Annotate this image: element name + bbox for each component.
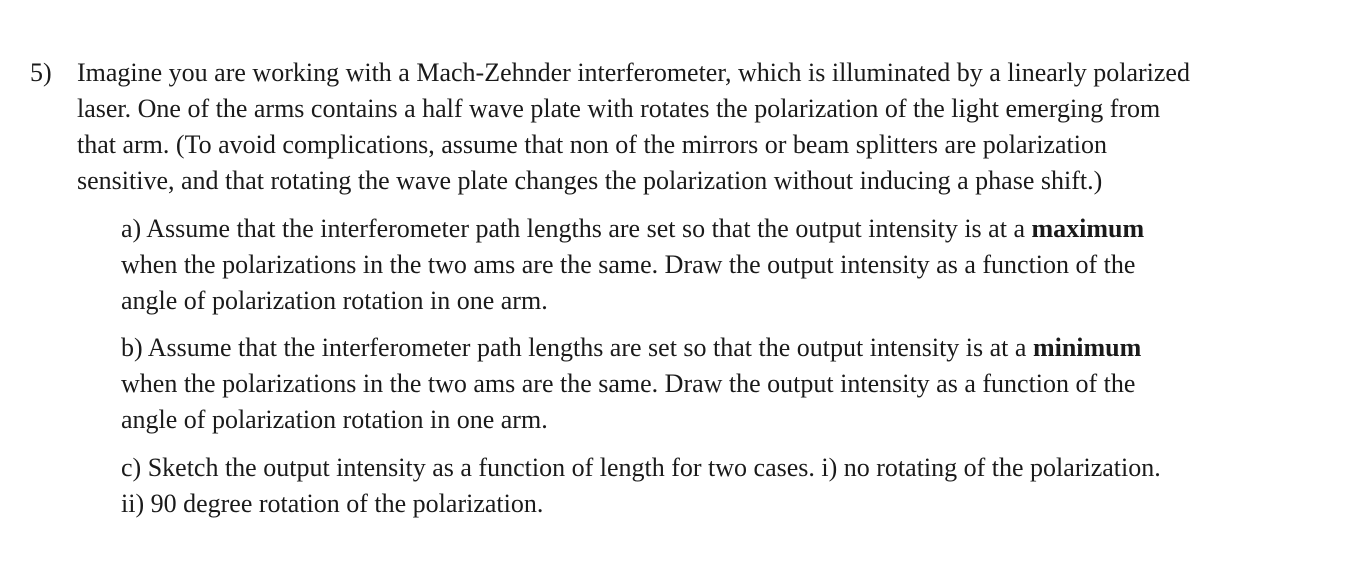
part-a: [121, 211, 1331, 319]
part-b-line-3: angle of polarization rotation in one arm.: [121, 405, 548, 434]
part-b: [121, 330, 1331, 438]
part-c-line-1: c) Sketch the output intensity as a function of length for two cases. i) no rotating of the polarization.: [121, 453, 1161, 482]
part-b-keyword: minimum: [1032, 333, 1142, 362]
stem-line-2: laser. One of the arms contains a half wave plate with rotates the polarization of the light emerging from: [77, 94, 1161, 123]
part-b-line-2: when the polarizations in the two ams are the same. Draw the output intensity as a function of the: [121, 369, 1136, 398]
part-b-line-1-text: b) Assume that the interferometer path lengths are set so that the output intensity is at a: [121, 333, 1033, 362]
part-a-line-1-text: a) Assume that the interferometer path lengths are set so that the output intensity is at a: [121, 214, 1032, 243]
stem-line-1: Imagine you are working with a Mach-Zehnder interferometer, which is illuminated by a linearly polarized: [77, 58, 1190, 87]
problem-stem: [77, 55, 1327, 199]
stem-line-3: that arm. (To avoid complications, assume that non of the mirrors or beam splitters are polarization: [77, 130, 1107, 159]
part-a-line-3: angle of polarization rotation in one arm.: [121, 286, 548, 315]
problem-number: 5): [30, 58, 52, 87]
stem-line-4: sensitive, and that rotating the wave plate changes the polarization without inducing a phase shift.): [77, 166, 1103, 195]
part-a-line-2: when the polarizations in the two ams are the same. Draw the output intensity as a function of the: [121, 250, 1136, 279]
part-b-line-1: [121, 330, 1331, 366]
part-a-line-1: [121, 211, 1331, 247]
part-c-line-2: ii) 90 degree rotation of the polarization.: [121, 489, 544, 518]
part-a-keyword: maximum: [1031, 214, 1145, 243]
part-c: [121, 450, 1331, 522]
